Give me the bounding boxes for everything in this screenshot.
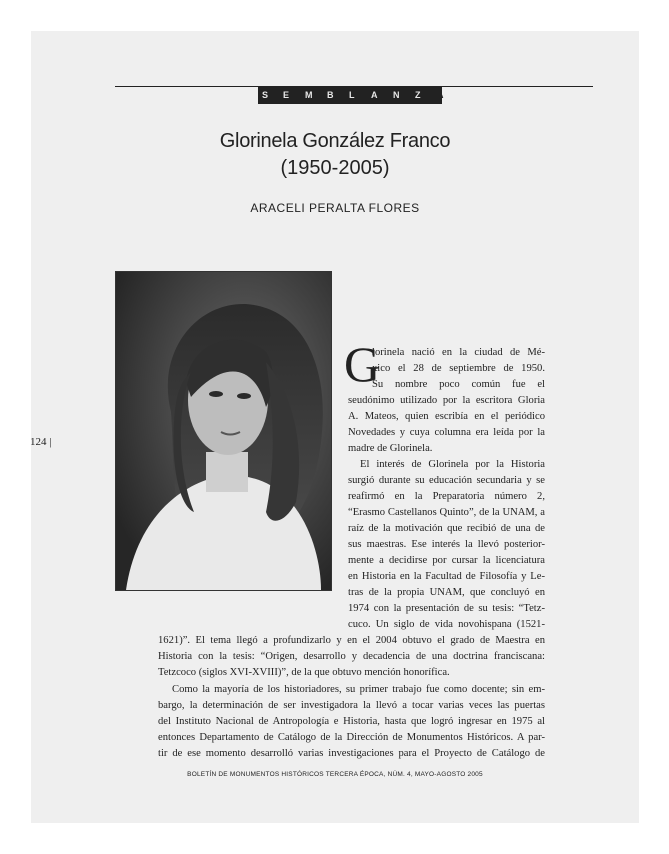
text-line: Tetzcoco (siglos XVI-XVIII)”, de la que obtuvo mención honorífica. <box>158 667 450 678</box>
section-letter: A <box>437 90 444 100</box>
section-letter: B <box>327 90 334 100</box>
text-line: “Erasmo Castellanos Quinto”, de la UNAM, a <box>348 507 545 518</box>
drop-cap: G <box>344 336 381 392</box>
text-line: tir de ese momento desarrolló varias investigaciones para el Proyecto de Catálogo de <box>158 748 545 759</box>
text-line: seudónimo utilizado por la escritora Gloria <box>348 395 545 406</box>
article-title: Glorinela González Franco <box>219 130 451 152</box>
section-letter: E <box>283 90 290 100</box>
text-line: bargo, la determinación de ser investigadora la llevó a tocar varias veces las puertas <box>158 700 545 711</box>
text-line: madre de Glorinela. <box>348 443 433 454</box>
text-line: xico el 28 de septiembre de 1950. <box>372 363 545 374</box>
section-letter: M <box>305 90 313 100</box>
text-line: 1974 con la presentación de su tesis: “Tetz- <box>348 603 545 614</box>
section-letter: N <box>393 90 400 100</box>
text-line: reafirmó en la Preparatoria número 2, <box>348 491 545 502</box>
text-line: tras de la propia UNAM, que concluyó en <box>348 587 545 598</box>
text-line: raíz de la motivación que recibió de una de <box>348 523 545 534</box>
text-line: lorinela nació en la ciudad de Mé- <box>372 347 545 358</box>
article-dates: (1950-2005) <box>280 157 390 179</box>
section-letter: L <box>349 90 355 100</box>
journal-footer: BOLETÍN DE MONUMENTOS HISTÓRICOS TERCERA ÉPOCA, NÚM. 4, MAYO-AGOSTO 2005 <box>187 771 483 778</box>
text-line: A. Mateos, quien escribía en el periódico <box>348 411 545 422</box>
section-letter: S <box>262 90 269 100</box>
section-letter: Z <box>415 90 421 100</box>
text-line: entonces Departamento de Catálogo de la Dirección de Monumentos Históricos. A par- <box>158 732 545 743</box>
text-line: Su nombre poco común fue el <box>372 379 545 390</box>
document-page <box>31 31 639 823</box>
text-line: Historia con la tesis: “Origen, desarrollo y decadencia de una doctrina franciscana: <box>158 651 545 662</box>
text-line: surgió durante su educación secundaria y se <box>348 475 545 486</box>
text-line: Novedades y cuya columna era leída por la <box>348 427 545 438</box>
portrait-photo <box>115 271 332 591</box>
text-line: del Instituto Nacional de Antropología e Historia, hasta que logró ingresar en 1975 al <box>158 716 545 727</box>
text-line: sus maestras. Ese interés la llevó posterior- <box>348 539 545 550</box>
text-line: El interés de Glorinela por la Historia <box>360 459 545 470</box>
section-header-semblanza <box>258 87 442 104</box>
page-number: 124 | <box>30 436 52 448</box>
text-line: cuco. Un siglo de vida novohispana (1521- <box>348 619 545 630</box>
text-line: en Historia en la Facultad de Filosofía y Le- <box>348 571 545 582</box>
article-author: ARACELI PERALTA FLORES <box>250 201 420 215</box>
text-line: Como la mayoría de los historiadores, su primer trabajo fue como docente; sin em- <box>172 684 545 695</box>
section-letter: A <box>371 90 378 100</box>
text-line: 1621)”. El tema llegó a profundizarlo y en el 2004 obtuvo el grado de Maestra en <box>158 635 545 646</box>
text-line: mente a decidirse por cursar la licenciatura <box>348 555 545 566</box>
